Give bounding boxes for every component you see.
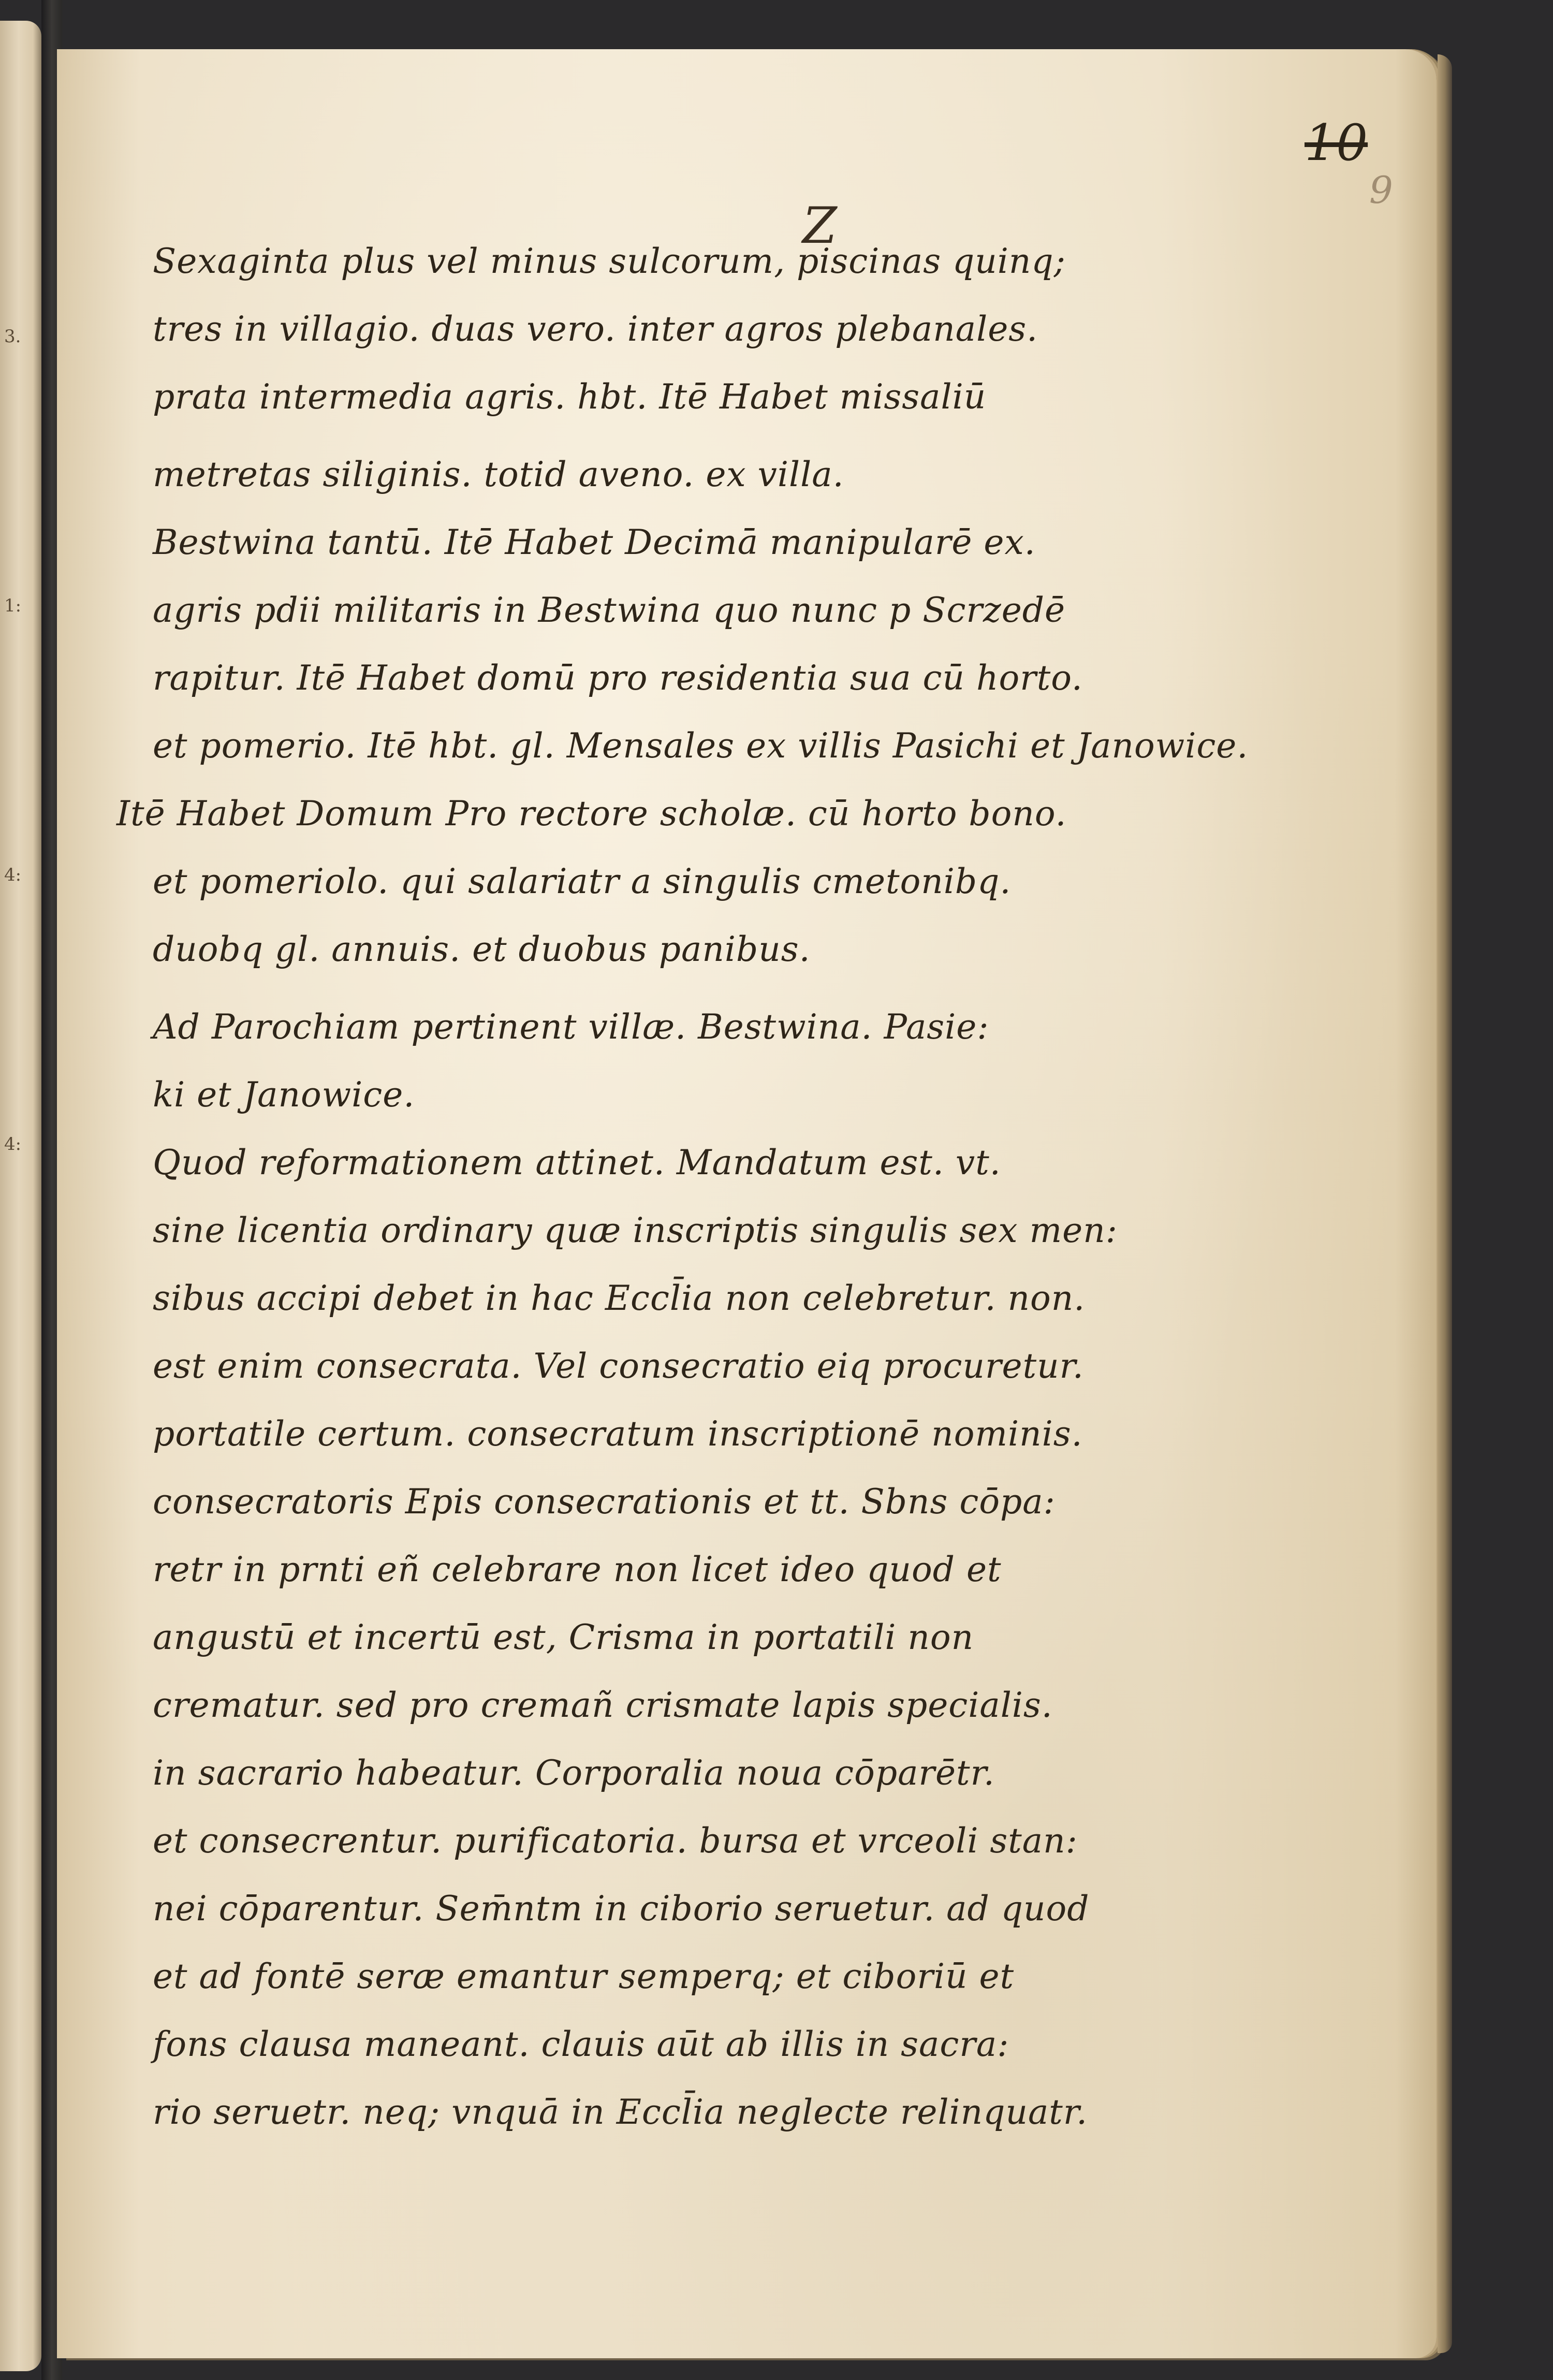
adjacent-mark: 4:: [4, 865, 22, 885]
handwritten-text-block: [116, 236, 1333, 2154]
text-line: Itē Habet Domum Pro rectore scholæ. cū horto bono.: [116, 794, 1067, 834]
adjacent-mark: 1:: [4, 595, 22, 616]
folio-number: 10: [1305, 114, 1368, 172]
text-line: crematur. sed pro cremañ crismate lapis specialis.: [153, 1685, 1053, 1725]
text-line: sibus accipi debet in hac Eccl̄ia non celebretur. non.: [153, 1278, 1086, 1318]
adjacent-page-edge: [0, 21, 41, 2371]
text-line: prata intermedia agris. hbt. Itē Habet missaliū: [153, 377, 987, 417]
quire-mark: Z: [802, 197, 837, 255]
text-line: nei cōparentur. Sem̄ntm in ciborio seruetur. ad quod: [153, 1889, 1090, 1929]
text-line: consecratoris Epis consecrationis et tt. Sbns cōpa:: [153, 1482, 1056, 1522]
adjacent-mark: 4:: [4, 1134, 22, 1155]
text-line: angustū et incertū est, Crisma in portatili non: [153, 1617, 974, 1657]
text-line: sine licentia ordinary quæ inscriptis singulis sex men:: [153, 1210, 1118, 1250]
text-line: est enim consecrata. Vel consecratio eiq procuretur.: [153, 1346, 1084, 1386]
text-line: et ad fontē seræ emantur semperq; et ciboriū et: [153, 1956, 1015, 1996]
manuscript-page: [57, 49, 1437, 2358]
text-line: Bestwina tantū. Itē Habet Decimā manipularē ex.: [153, 522, 1036, 562]
adjacent-mark: 3.: [4, 326, 21, 347]
text-line: metretas siliginis. totid aveno. ex villa.: [153, 455, 844, 494]
text-line: rio seruetr. neq; vnquā in Eccl̄ia neglecte relinquatr.: [153, 2092, 1088, 2132]
text-line: Quod reformationem attinet. Mandatum est. vt.: [153, 1143, 1001, 1182]
text-line: portatile certum. consecratum inscriptionē nominis.: [153, 1414, 1083, 1454]
text-line: in sacrario habeatur. Corporalia noua cōparētr.: [153, 1753, 995, 1793]
text-line: et pomerio. Itē hbt. gl. Mensales ex villis Pasichi et Janowice.: [153, 726, 1249, 766]
text-line: fons clausa maneant. clauis aūt ab illis in sacra:: [153, 2024, 1009, 2064]
text-line: tres in villagio. duas vero. inter agros plebanales.: [153, 309, 1038, 349]
text-line: Ad Parochiam pertinent villæ. Bestwina. Pasie:: [153, 1007, 989, 1047]
adjacent-page-marks: [4, 202, 25, 1279]
text-line: et consecrentur. purificatoria. bursa et vrceoli stan:: [153, 1821, 1078, 1861]
old-folio-number: 9: [1369, 168, 1393, 212]
text-line: retr in prnti eñ celebrare non licet ideo quod et: [153, 1550, 1002, 1589]
text-line: rapitur. Itē Habet domū pro residentia sua cū horto.: [153, 658, 1083, 698]
text-line: duobq gl. annuis. et duobus panibus.: [153, 929, 811, 969]
text-line: agris pdii militaris in Bestwina quo nunc p Scrzedē: [153, 590, 1066, 630]
text-line: et pomeriolo. qui salariatr a singulis cmetonibq.: [153, 862, 1012, 901]
text-line: Sexaginta plus vel minus sulcorum, piscinas quinq;: [153, 241, 1066, 281]
page-stack-edge: [1438, 54, 1452, 2353]
text-line: ki et Janowice.: [153, 1075, 415, 1115]
